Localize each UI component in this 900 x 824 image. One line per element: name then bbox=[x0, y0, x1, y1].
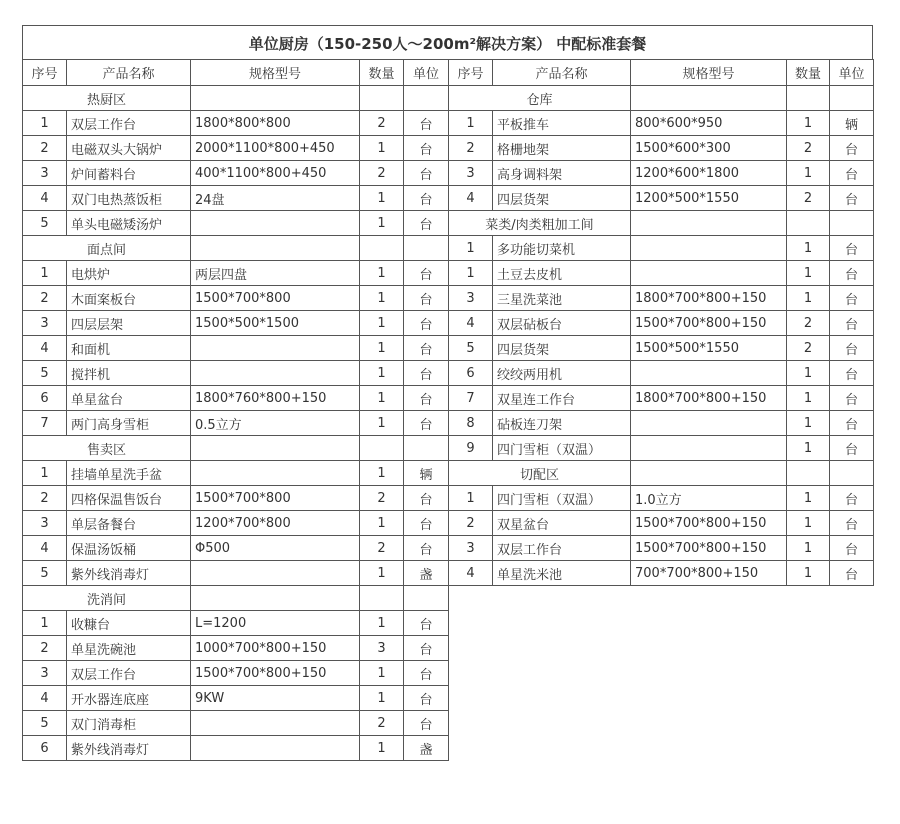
row-no: 2 bbox=[23, 486, 67, 511]
row-no: 3 bbox=[23, 511, 67, 536]
spec: 1500*700*800+150 bbox=[631, 311, 787, 336]
product-name: 双门电热蒸饭柜 bbox=[67, 186, 191, 211]
table-row bbox=[23, 111, 449, 136]
unit: 台 bbox=[404, 161, 449, 186]
table-row bbox=[449, 186, 874, 211]
quantity: 1 bbox=[360, 511, 404, 536]
table-row bbox=[449, 536, 874, 561]
table-row bbox=[23, 561, 449, 586]
table-header-row bbox=[449, 60, 874, 86]
unit: 台 bbox=[404, 411, 449, 436]
unit: 辆 bbox=[830, 111, 874, 136]
row-no: 3 bbox=[23, 311, 67, 336]
table-row bbox=[23, 736, 449, 761]
spec: 700*700*800+150 bbox=[631, 561, 787, 586]
product-name: 双门消毒柜 bbox=[67, 711, 191, 736]
quantity: 1 bbox=[360, 411, 404, 436]
table-row bbox=[449, 511, 874, 536]
unit: 台 bbox=[404, 711, 449, 736]
unit: 台 bbox=[830, 311, 874, 336]
spec: 24盘 bbox=[191, 186, 360, 211]
table-row bbox=[23, 411, 449, 436]
row-no: 9 bbox=[449, 436, 493, 461]
quantity: 1 bbox=[360, 311, 404, 336]
header-unit: 单位 bbox=[830, 60, 874, 86]
unit: 台 bbox=[404, 361, 449, 386]
table-row bbox=[23, 136, 449, 161]
row-no: 4 bbox=[23, 686, 67, 711]
empty-cell bbox=[191, 86, 360, 111]
spec bbox=[191, 211, 360, 236]
row-no: 7 bbox=[23, 411, 67, 436]
unit: 台 bbox=[830, 436, 874, 461]
section-row bbox=[23, 436, 449, 461]
quantity: 1 bbox=[787, 361, 830, 386]
row-no: 4 bbox=[23, 336, 67, 361]
spec bbox=[631, 236, 787, 261]
row-no: 1 bbox=[449, 111, 493, 136]
unit: 台 bbox=[404, 661, 449, 686]
product-name: 挂墙单星洗手盆 bbox=[67, 461, 191, 486]
quantity: 1 bbox=[360, 136, 404, 161]
quantity: 1 bbox=[787, 386, 830, 411]
empty-cell bbox=[360, 586, 404, 611]
spec: 1500*500*1550 bbox=[631, 336, 787, 361]
product-name: 平板推车 bbox=[493, 111, 631, 136]
quantity: 1 bbox=[360, 461, 404, 486]
unit: 盏 bbox=[404, 561, 449, 586]
spec: L=1200 bbox=[191, 611, 360, 636]
spec: 1500*700*800+150 bbox=[631, 511, 787, 536]
row-no: 6 bbox=[449, 361, 493, 386]
quantity: 1 bbox=[360, 736, 404, 761]
row-no: 4 bbox=[449, 186, 493, 211]
row-no: 1 bbox=[449, 261, 493, 286]
empty-cell bbox=[191, 586, 360, 611]
spec: 1800*700*800+150 bbox=[631, 286, 787, 311]
table-row bbox=[23, 611, 449, 636]
product-name: 高身调料架 bbox=[493, 161, 631, 186]
table-row bbox=[23, 261, 449, 286]
empty-cell bbox=[830, 86, 874, 111]
header-spec: 规格型号 bbox=[631, 60, 787, 86]
section-title: 面点间 bbox=[23, 236, 191, 261]
table-row bbox=[23, 386, 449, 411]
table-row bbox=[23, 361, 449, 386]
product-name: 双层工作台 bbox=[67, 111, 191, 136]
product-name: 单星洗碗池 bbox=[67, 636, 191, 661]
product-name: 电烘炉 bbox=[67, 261, 191, 286]
table-row bbox=[23, 211, 449, 236]
product-name: 炉间蓄料台 bbox=[67, 161, 191, 186]
spec: 1200*600*1800 bbox=[631, 161, 787, 186]
unit: 台 bbox=[404, 286, 449, 311]
quantity: 2 bbox=[360, 161, 404, 186]
product-name: 四格保温售饭台 bbox=[67, 486, 191, 511]
spec: 1800*800*800 bbox=[191, 111, 360, 136]
row-no: 5 bbox=[23, 561, 67, 586]
row-no: 4 bbox=[449, 561, 493, 586]
unit: 台 bbox=[830, 386, 874, 411]
header-qty: 数量 bbox=[360, 60, 404, 86]
header-product-name: 产品名称 bbox=[493, 60, 631, 86]
table-row bbox=[449, 411, 874, 436]
spec: 1000*700*800+150 bbox=[191, 636, 360, 661]
table-row bbox=[449, 486, 874, 511]
unit: 台 bbox=[404, 386, 449, 411]
spec: 1.0立方 bbox=[631, 486, 787, 511]
spec bbox=[631, 411, 787, 436]
unit: 台 bbox=[830, 536, 874, 561]
unit: 辆 bbox=[404, 461, 449, 486]
empty-cell bbox=[787, 211, 830, 236]
row-no: 1 bbox=[23, 611, 67, 636]
quantity: 1 bbox=[787, 511, 830, 536]
empty-cell bbox=[830, 461, 874, 486]
unit: 台 bbox=[404, 261, 449, 286]
row-no: 8 bbox=[449, 411, 493, 436]
empty-cell bbox=[191, 236, 360, 261]
section-title: 切配区 bbox=[449, 461, 631, 486]
row-no: 6 bbox=[23, 386, 67, 411]
empty-cell bbox=[360, 86, 404, 111]
product-name: 格栅地架 bbox=[493, 136, 631, 161]
header-unit: 单位 bbox=[404, 60, 449, 86]
table-row bbox=[23, 286, 449, 311]
table-row bbox=[449, 336, 874, 361]
unit: 台 bbox=[830, 486, 874, 511]
product-name: 多功能切菜机 bbox=[493, 236, 631, 261]
quantity: 1 bbox=[360, 211, 404, 236]
table-row bbox=[449, 261, 874, 286]
product-name: 搅拌机 bbox=[67, 361, 191, 386]
unit: 台 bbox=[830, 186, 874, 211]
unit: 台 bbox=[830, 236, 874, 261]
spec bbox=[191, 461, 360, 486]
title-bar bbox=[22, 25, 873, 59]
product-name: 四门雪柜（双温） bbox=[493, 436, 631, 461]
empty-cell bbox=[191, 436, 360, 461]
row-no: 1 bbox=[449, 486, 493, 511]
quantity: 1 bbox=[787, 411, 830, 436]
quantity: 2 bbox=[787, 186, 830, 211]
quantity: 2 bbox=[787, 136, 830, 161]
product-name: 砧板连刀架 bbox=[493, 411, 631, 436]
product-name: 单星洗米池 bbox=[493, 561, 631, 586]
section-title: 热厨区 bbox=[23, 86, 191, 111]
quantity: 1 bbox=[360, 261, 404, 286]
spec bbox=[191, 336, 360, 361]
table-row bbox=[449, 311, 874, 336]
spec: 0.5立方 bbox=[191, 411, 360, 436]
empty-cell bbox=[360, 236, 404, 261]
unit: 台 bbox=[830, 361, 874, 386]
spec bbox=[631, 436, 787, 461]
row-no: 5 bbox=[449, 336, 493, 361]
row-no: 5 bbox=[23, 361, 67, 386]
spec: 两层四盘 bbox=[191, 261, 360, 286]
spec: 2000*1100*800+450 bbox=[191, 136, 360, 161]
spec bbox=[631, 261, 787, 286]
product-name: 双层工作台 bbox=[493, 536, 631, 561]
quantity: 1 bbox=[360, 186, 404, 211]
section-row bbox=[449, 461, 874, 486]
right-equipment-table bbox=[448, 59, 874, 586]
unit: 台 bbox=[404, 486, 449, 511]
quantity: 2 bbox=[787, 311, 830, 336]
table-row bbox=[23, 636, 449, 661]
header-no: 序号 bbox=[23, 60, 67, 86]
spec: 1200*700*800 bbox=[191, 511, 360, 536]
empty-cell bbox=[404, 436, 449, 461]
quantity: 1 bbox=[787, 486, 830, 511]
row-no: 2 bbox=[23, 636, 67, 661]
row-no: 5 bbox=[23, 211, 67, 236]
spec: Φ500 bbox=[191, 536, 360, 561]
empty-cell bbox=[787, 86, 830, 111]
unit: 台 bbox=[404, 136, 449, 161]
product-name: 绞绞两用机 bbox=[493, 361, 631, 386]
section-row bbox=[449, 211, 874, 236]
table-row bbox=[449, 436, 874, 461]
header-qty: 数量 bbox=[787, 60, 830, 86]
product-name: 紫外线消毒灯 bbox=[67, 561, 191, 586]
product-name: 双层工作台 bbox=[67, 661, 191, 686]
row-no: 3 bbox=[23, 661, 67, 686]
quantity: 1 bbox=[787, 436, 830, 461]
product-name: 四层货架 bbox=[493, 336, 631, 361]
table-header-row bbox=[23, 60, 449, 86]
quantity: 1 bbox=[787, 561, 830, 586]
product-name: 保温汤饭桶 bbox=[67, 536, 191, 561]
row-no: 7 bbox=[449, 386, 493, 411]
quantity: 1 bbox=[787, 111, 830, 136]
spec: 1500*700*800+150 bbox=[631, 536, 787, 561]
product-name: 土豆去皮机 bbox=[493, 261, 631, 286]
unit: 台 bbox=[830, 136, 874, 161]
quantity: 1 bbox=[787, 236, 830, 261]
table-row bbox=[449, 286, 874, 311]
empty-cell bbox=[631, 211, 787, 236]
spec: 9KW bbox=[191, 686, 360, 711]
quantity: 2 bbox=[360, 536, 404, 561]
quantity: 1 bbox=[787, 536, 830, 561]
table-row bbox=[449, 561, 874, 586]
spec: 400*1100*800+450 bbox=[191, 161, 360, 186]
unit: 台 bbox=[404, 636, 449, 661]
unit: 台 bbox=[404, 311, 449, 336]
table-row bbox=[449, 361, 874, 386]
row-no: 4 bbox=[449, 311, 493, 336]
product-name: 四层货架 bbox=[493, 186, 631, 211]
table-row bbox=[23, 336, 449, 361]
section-title: 仓库 bbox=[449, 86, 631, 111]
spec bbox=[191, 561, 360, 586]
header-no: 序号 bbox=[449, 60, 493, 86]
product-name: 和面机 bbox=[67, 336, 191, 361]
unit: 台 bbox=[404, 211, 449, 236]
unit: 台 bbox=[830, 261, 874, 286]
product-name: 四门雪柜（双温） bbox=[493, 486, 631, 511]
unit: 台 bbox=[404, 336, 449, 361]
quantity: 1 bbox=[360, 661, 404, 686]
table-row bbox=[23, 461, 449, 486]
product-name: 三星洗菜池 bbox=[493, 286, 631, 311]
product-name: 单星盆台 bbox=[67, 386, 191, 411]
unit: 台 bbox=[830, 411, 874, 436]
empty-cell bbox=[631, 461, 787, 486]
quantity: 1 bbox=[360, 561, 404, 586]
header-product-name: 产品名称 bbox=[67, 60, 191, 86]
spec: 1200*500*1550 bbox=[631, 186, 787, 211]
spec: 1500*600*300 bbox=[631, 136, 787, 161]
header-spec: 规格型号 bbox=[191, 60, 360, 86]
empty-cell bbox=[360, 436, 404, 461]
empty-cell bbox=[404, 236, 449, 261]
row-no: 3 bbox=[449, 536, 493, 561]
table-row bbox=[23, 486, 449, 511]
section-title: 售卖区 bbox=[23, 436, 191, 461]
table-row bbox=[23, 311, 449, 336]
product-name: 开水器连底座 bbox=[67, 686, 191, 711]
row-no: 5 bbox=[23, 711, 67, 736]
quantity: 1 bbox=[360, 386, 404, 411]
empty-cell bbox=[830, 211, 874, 236]
table-row bbox=[449, 136, 874, 161]
unit: 台 bbox=[830, 336, 874, 361]
section-title: 洗消间 bbox=[23, 586, 191, 611]
unit: 台 bbox=[830, 561, 874, 586]
row-no: 1 bbox=[449, 236, 493, 261]
row-no: 6 bbox=[23, 736, 67, 761]
row-no: 3 bbox=[449, 286, 493, 311]
unit: 台 bbox=[830, 286, 874, 311]
spec: 800*600*950 bbox=[631, 111, 787, 136]
unit: 台 bbox=[404, 511, 449, 536]
quantity: 2 bbox=[360, 486, 404, 511]
row-no: 1 bbox=[23, 461, 67, 486]
unit: 台 bbox=[404, 611, 449, 636]
quantity: 2 bbox=[787, 336, 830, 361]
unit: 盏 bbox=[404, 736, 449, 761]
row-no: 2 bbox=[23, 286, 67, 311]
product-name: 单头电磁矮汤炉 bbox=[67, 211, 191, 236]
quantity: 3 bbox=[360, 636, 404, 661]
empty-cell bbox=[404, 86, 449, 111]
spec bbox=[191, 736, 360, 761]
quantity: 2 bbox=[360, 711, 404, 736]
row-no: 4 bbox=[23, 536, 67, 561]
table-row bbox=[23, 161, 449, 186]
table-row bbox=[23, 186, 449, 211]
product-name: 木面案板台 bbox=[67, 286, 191, 311]
product-name: 电磁双头大锅炉 bbox=[67, 136, 191, 161]
left-equipment-table bbox=[22, 59, 449, 761]
row-no: 2 bbox=[449, 136, 493, 161]
product-name: 收糠台 bbox=[67, 611, 191, 636]
spec bbox=[631, 361, 787, 386]
spec: 1800*700*800+150 bbox=[631, 386, 787, 411]
table-row bbox=[23, 711, 449, 736]
row-no: 2 bbox=[449, 511, 493, 536]
spec bbox=[191, 711, 360, 736]
row-no: 3 bbox=[23, 161, 67, 186]
table-row bbox=[23, 536, 449, 561]
spec: 1500*700*800 bbox=[191, 286, 360, 311]
quantity: 1 bbox=[360, 611, 404, 636]
unit: 台 bbox=[404, 686, 449, 711]
row-no: 2 bbox=[23, 136, 67, 161]
unit: 台 bbox=[830, 511, 874, 536]
table-row bbox=[449, 236, 874, 261]
section-title: 菜类/肉类粗加工间 bbox=[449, 211, 631, 236]
product-name: 双星盆台 bbox=[493, 511, 631, 536]
empty-cell bbox=[404, 586, 449, 611]
empty-cell bbox=[631, 86, 787, 111]
unit: 台 bbox=[404, 536, 449, 561]
product-name: 双星连工作台 bbox=[493, 386, 631, 411]
spec: 1800*760*800+150 bbox=[191, 386, 360, 411]
section-row bbox=[449, 86, 874, 111]
spec: 1500*700*800+150 bbox=[191, 661, 360, 686]
product-name: 单层备餐台 bbox=[67, 511, 191, 536]
page-title: 单位厨房（150-250人～200m²解决方案） 中配标准套餐 bbox=[248, 35, 647, 53]
quantity: 1 bbox=[360, 336, 404, 361]
unit: 台 bbox=[404, 186, 449, 211]
table-row bbox=[23, 661, 449, 686]
table-row bbox=[449, 111, 874, 136]
product-name: 双层砧板台 bbox=[493, 311, 631, 336]
table-row bbox=[449, 386, 874, 411]
table-row bbox=[23, 511, 449, 536]
section-row bbox=[23, 586, 449, 611]
section-row bbox=[23, 236, 449, 261]
spec bbox=[191, 361, 360, 386]
unit: 台 bbox=[404, 111, 449, 136]
row-no: 1 bbox=[23, 111, 67, 136]
row-no: 4 bbox=[23, 186, 67, 211]
quantity: 1 bbox=[360, 361, 404, 386]
spec: 1500*500*1500 bbox=[191, 311, 360, 336]
quantity: 1 bbox=[787, 261, 830, 286]
quantity: 1 bbox=[787, 286, 830, 311]
section-row bbox=[23, 86, 449, 111]
table-row bbox=[449, 161, 874, 186]
quantity: 1 bbox=[360, 286, 404, 311]
product-name: 两门高身雪柜 bbox=[67, 411, 191, 436]
quantity: 2 bbox=[360, 111, 404, 136]
empty-cell bbox=[787, 461, 830, 486]
product-name: 紫外线消毒灯 bbox=[67, 736, 191, 761]
table-row bbox=[23, 686, 449, 711]
product-name: 四层层架 bbox=[67, 311, 191, 336]
spec: 1500*700*800 bbox=[191, 486, 360, 511]
row-no: 3 bbox=[449, 161, 493, 186]
row-no: 1 bbox=[23, 261, 67, 286]
quantity: 1 bbox=[360, 686, 404, 711]
quantity: 1 bbox=[787, 161, 830, 186]
unit: 台 bbox=[830, 161, 874, 186]
